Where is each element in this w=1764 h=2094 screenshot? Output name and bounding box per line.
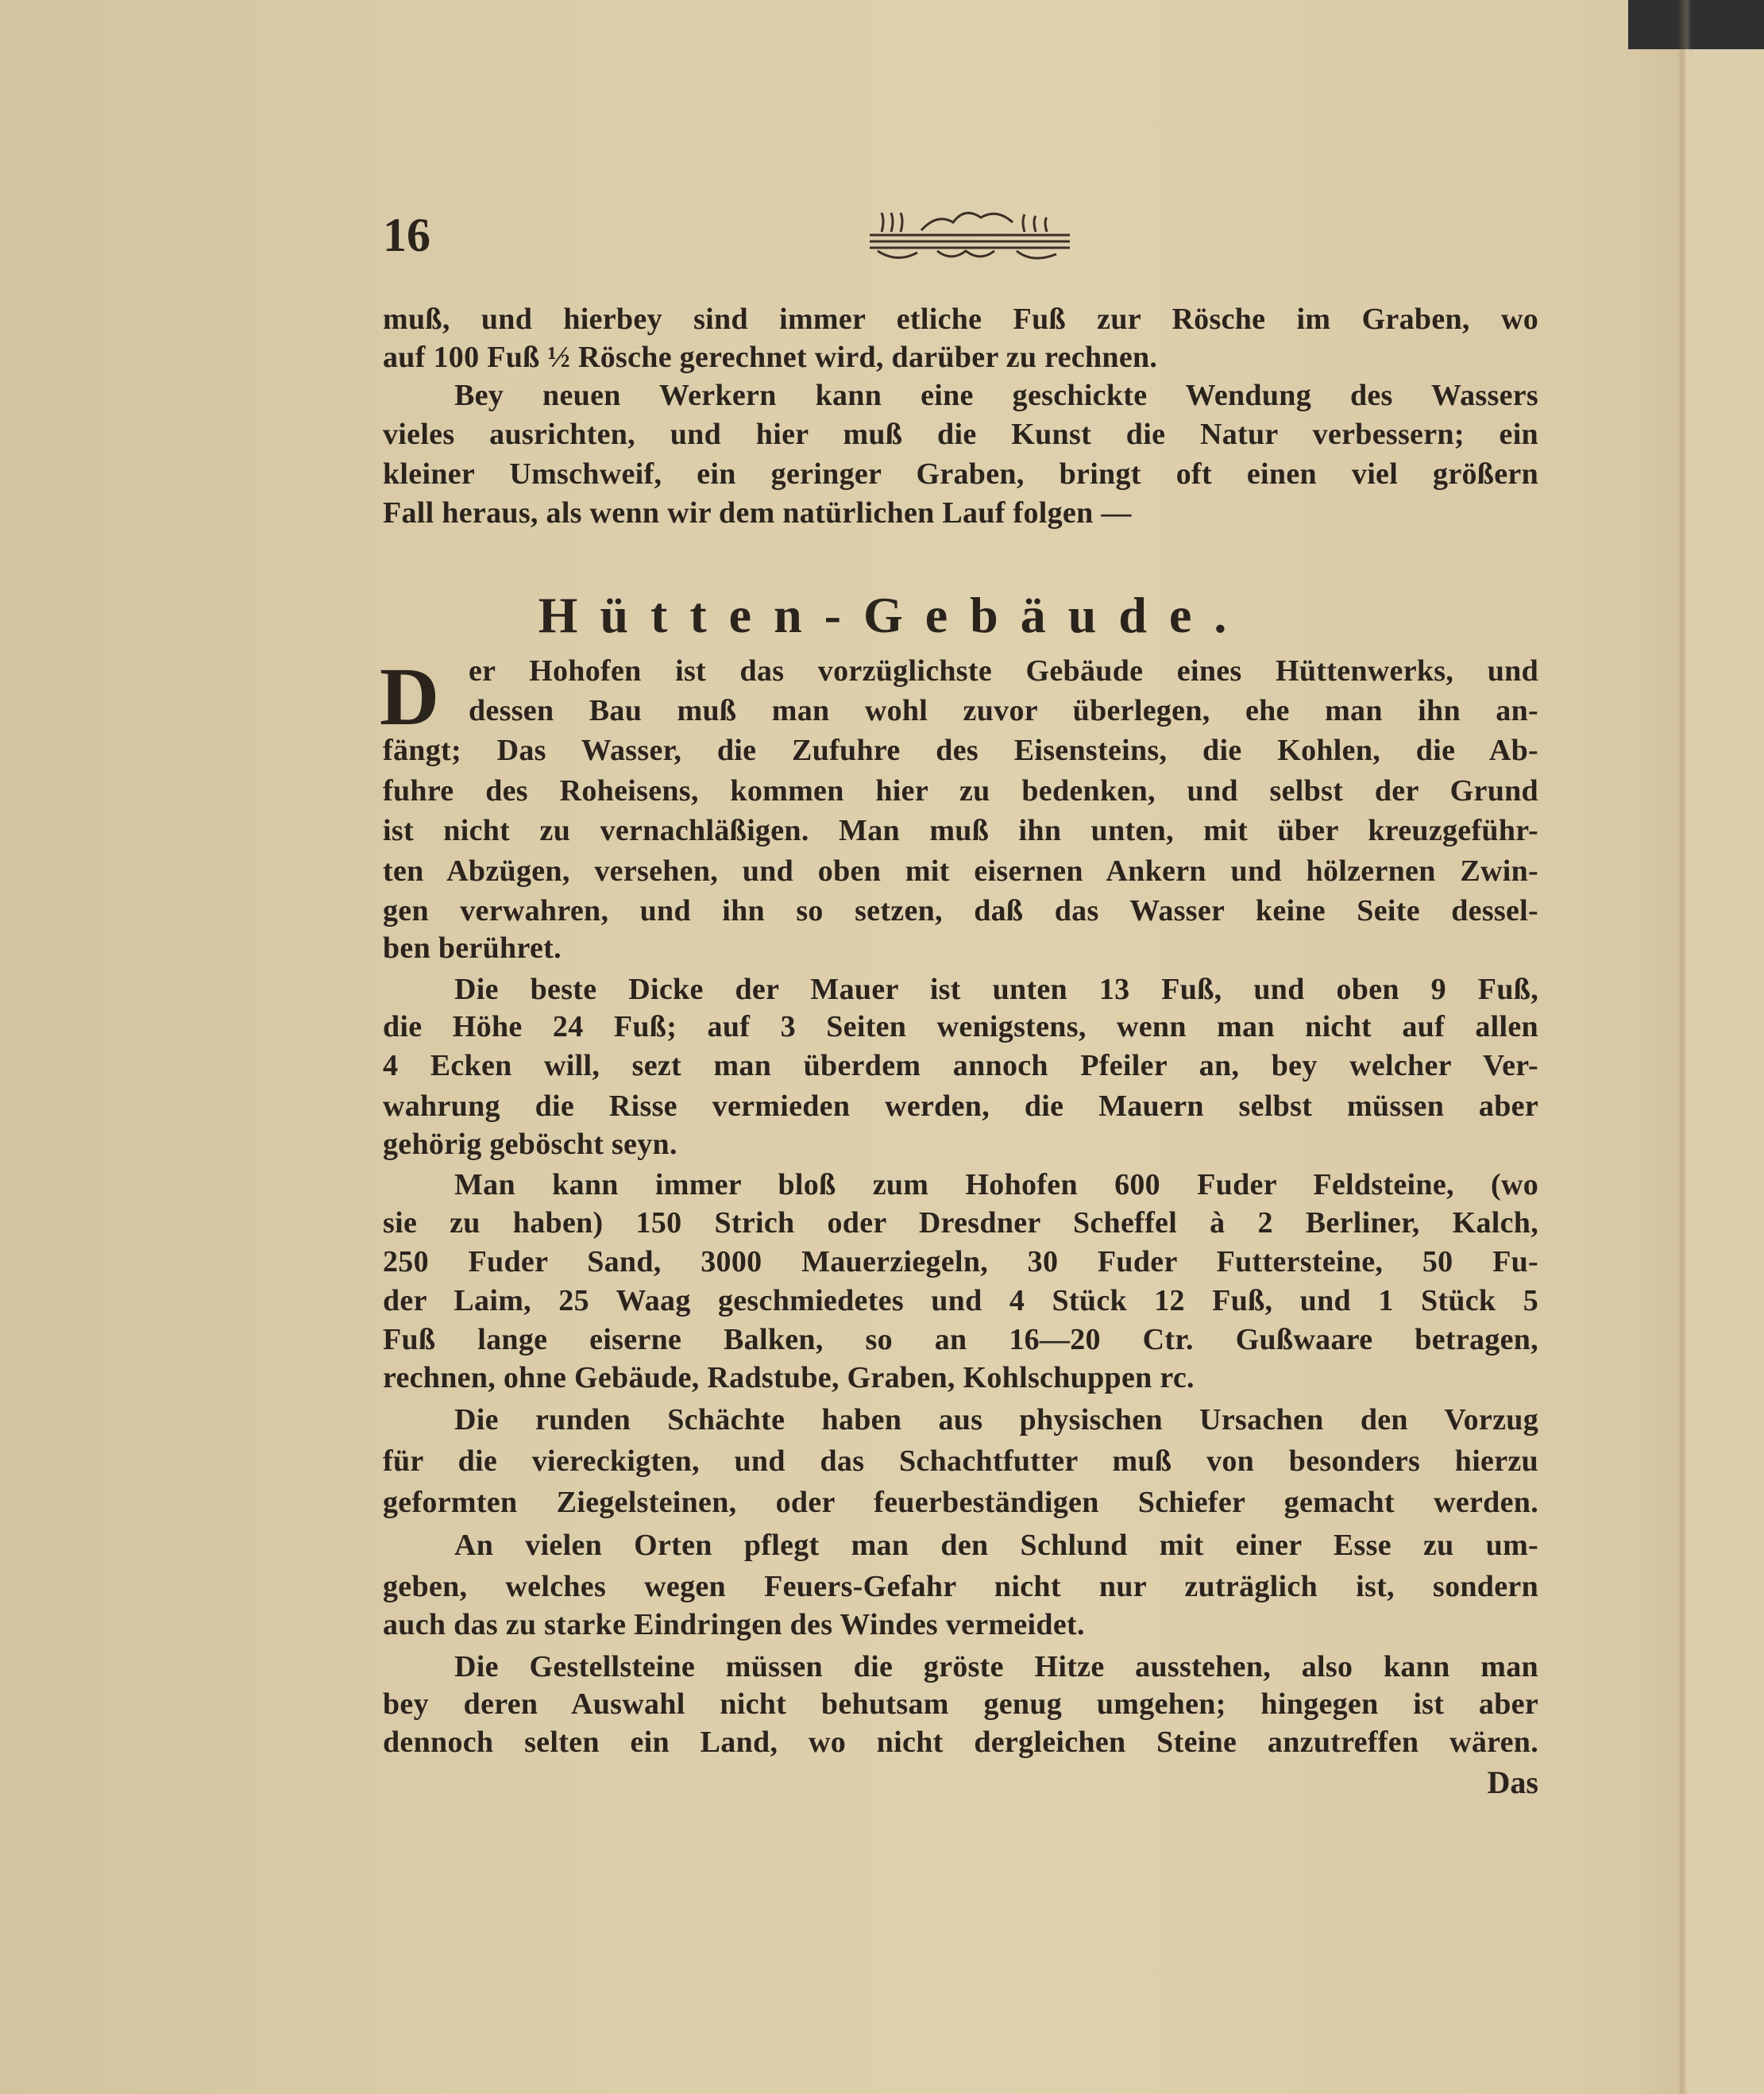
text-line: er Hohofen ist das vorzüglichste Gebäude eines Hüttenwerks, und: [469, 654, 1538, 688]
text-line: Die beste Dicke der Mauer ist unten 13 Fuß, und oben 9 Fuß,: [454, 973, 1538, 1007]
page-number: 16: [383, 209, 430, 261]
text-line: fuhre des Roheisens, kommen hier zu bedenken, und selbst der Grund: [383, 773, 1538, 808]
text-line: fängt; Das Wasser, die Zufuhre des Eisensteins, die Kohlen, die Ab-: [383, 734, 1538, 768]
text-line: für die viereckigten, und das Schachtfutter muß von besonders hierzu: [383, 1444, 1538, 1478]
text-line: wahrung die Risse vermieden werden, die Mauern selbst müssen aber: [383, 1089, 1538, 1123]
text-line: geformten Ziegelsteinen, oder feuerbeständigen Schiefer gemacht werden.: [383, 1485, 1538, 1519]
text-line: ist nicht zu vernachläßigen. Man muß ihn unten, mit über kreuzgeführ-: [383, 814, 1538, 848]
text-line: Man kann immer bloß zum Hohofen 600 Fuder Feldsteine, (wo: [454, 1167, 1538, 1201]
text-line: die Höhe 24 Fuß; auf 3 Seiten wenigstens, wenn man nicht auf allen: [383, 1010, 1538, 1044]
text-line: muß, und hierbey sind immer etliche Fuß zur Rösche im Graben, wo: [383, 303, 1538, 337]
text-line: Fall heraus, als wenn wir dem natürlichen Lauf folgen —: [383, 496, 1132, 530]
text-line: gehörig geböscht seyn.: [383, 1128, 677, 1162]
text-line: auf 100 Fuß ½ Rösche gerechnet wird, darüber zu rechnen.: [383, 340, 1158, 374]
text-line: Fuß lange eiserne Balken, so an 16—20 Ctr. Gußwaare betragen,: [383, 1322, 1538, 1356]
text-line: Die runden Schächte haben aus physischen Ursachen den Vorzug: [454, 1402, 1538, 1436]
scan-background-edge: [1628, 0, 1764, 49]
page-fold: [1677, 0, 1692, 2094]
text-line: vieles ausrichten, und hier muß die Kunst die Natur verbessern; ein: [383, 418, 1538, 451]
text-line: ben berühret.: [383, 931, 562, 966]
text-line: geben, welches wegen Feuers-Gefahr nicht nur zuträglich ist, sondern: [383, 1569, 1538, 1603]
text-line: Bey neuen Werkern kann eine geschickte Wendung des Wassers: [454, 379, 1538, 413]
text-line: sie zu haben) 150 Strich oder Dresdner Scheffel à 2 Berliner, Kalch,: [383, 1206, 1538, 1240]
drop-cap: D: [380, 651, 440, 742]
text-line: An vielen Orten pflegt man den Schlund mit einer Esse zu um-: [454, 1528, 1538, 1562]
text-line: bey deren Auswahl nicht behutsam genug umgehen; hingegen ist aber: [383, 1687, 1538, 1721]
text-line: dennoch selten ein Land, wo nicht dergleichen Steine anzutreffen wären.: [383, 1726, 1538, 1760]
text-line: gen verwahren, und ihn so setzen, daß das Wasser keine Seite dessel-: [383, 894, 1538, 928]
text-line: rechnen, ohne Gebäude, Radstube, Graben, Kohlschuppen rc.: [383, 1361, 1195, 1395]
text-line: 250 Fuder Sand, 3000 Mauerziegeln, 30 Fuder Futtersteine, 50 Fu-: [383, 1245, 1538, 1279]
section-heading: Hütten-Gebäude.: [538, 587, 1249, 643]
text-line: Die Gestellsteine müssen die gröste Hitze ausstehen, also kann man: [454, 1649, 1538, 1683]
ornament-headpiece-icon: [866, 205, 1074, 268]
catchword: Das: [1487, 1764, 1538, 1800]
text-line: 4 Ecken will, sezt man überdem annoch Pfeiler an, bey welcher Ver-: [383, 1049, 1538, 1083]
text-line: auch das zu starke Eindringen des Windes vermeidet.: [383, 1608, 1085, 1642]
text-line: der Laim, 25 Waag geschmiedetes und 4 Stück 12 Fuß, und 1 Stück 5: [383, 1283, 1538, 1317]
text-line: kleiner Umschweif, ein geringer Graben, bringt oft einen viel größern: [383, 457, 1538, 492]
text-line: ten Abzügen, versehen, und oben mit eisernen Ankern und hölzernen Zwin-: [383, 854, 1538, 888]
text-line: dessen Bau muß man wohl zuvor überlegen, ehe man ihn an-: [469, 693, 1538, 727]
